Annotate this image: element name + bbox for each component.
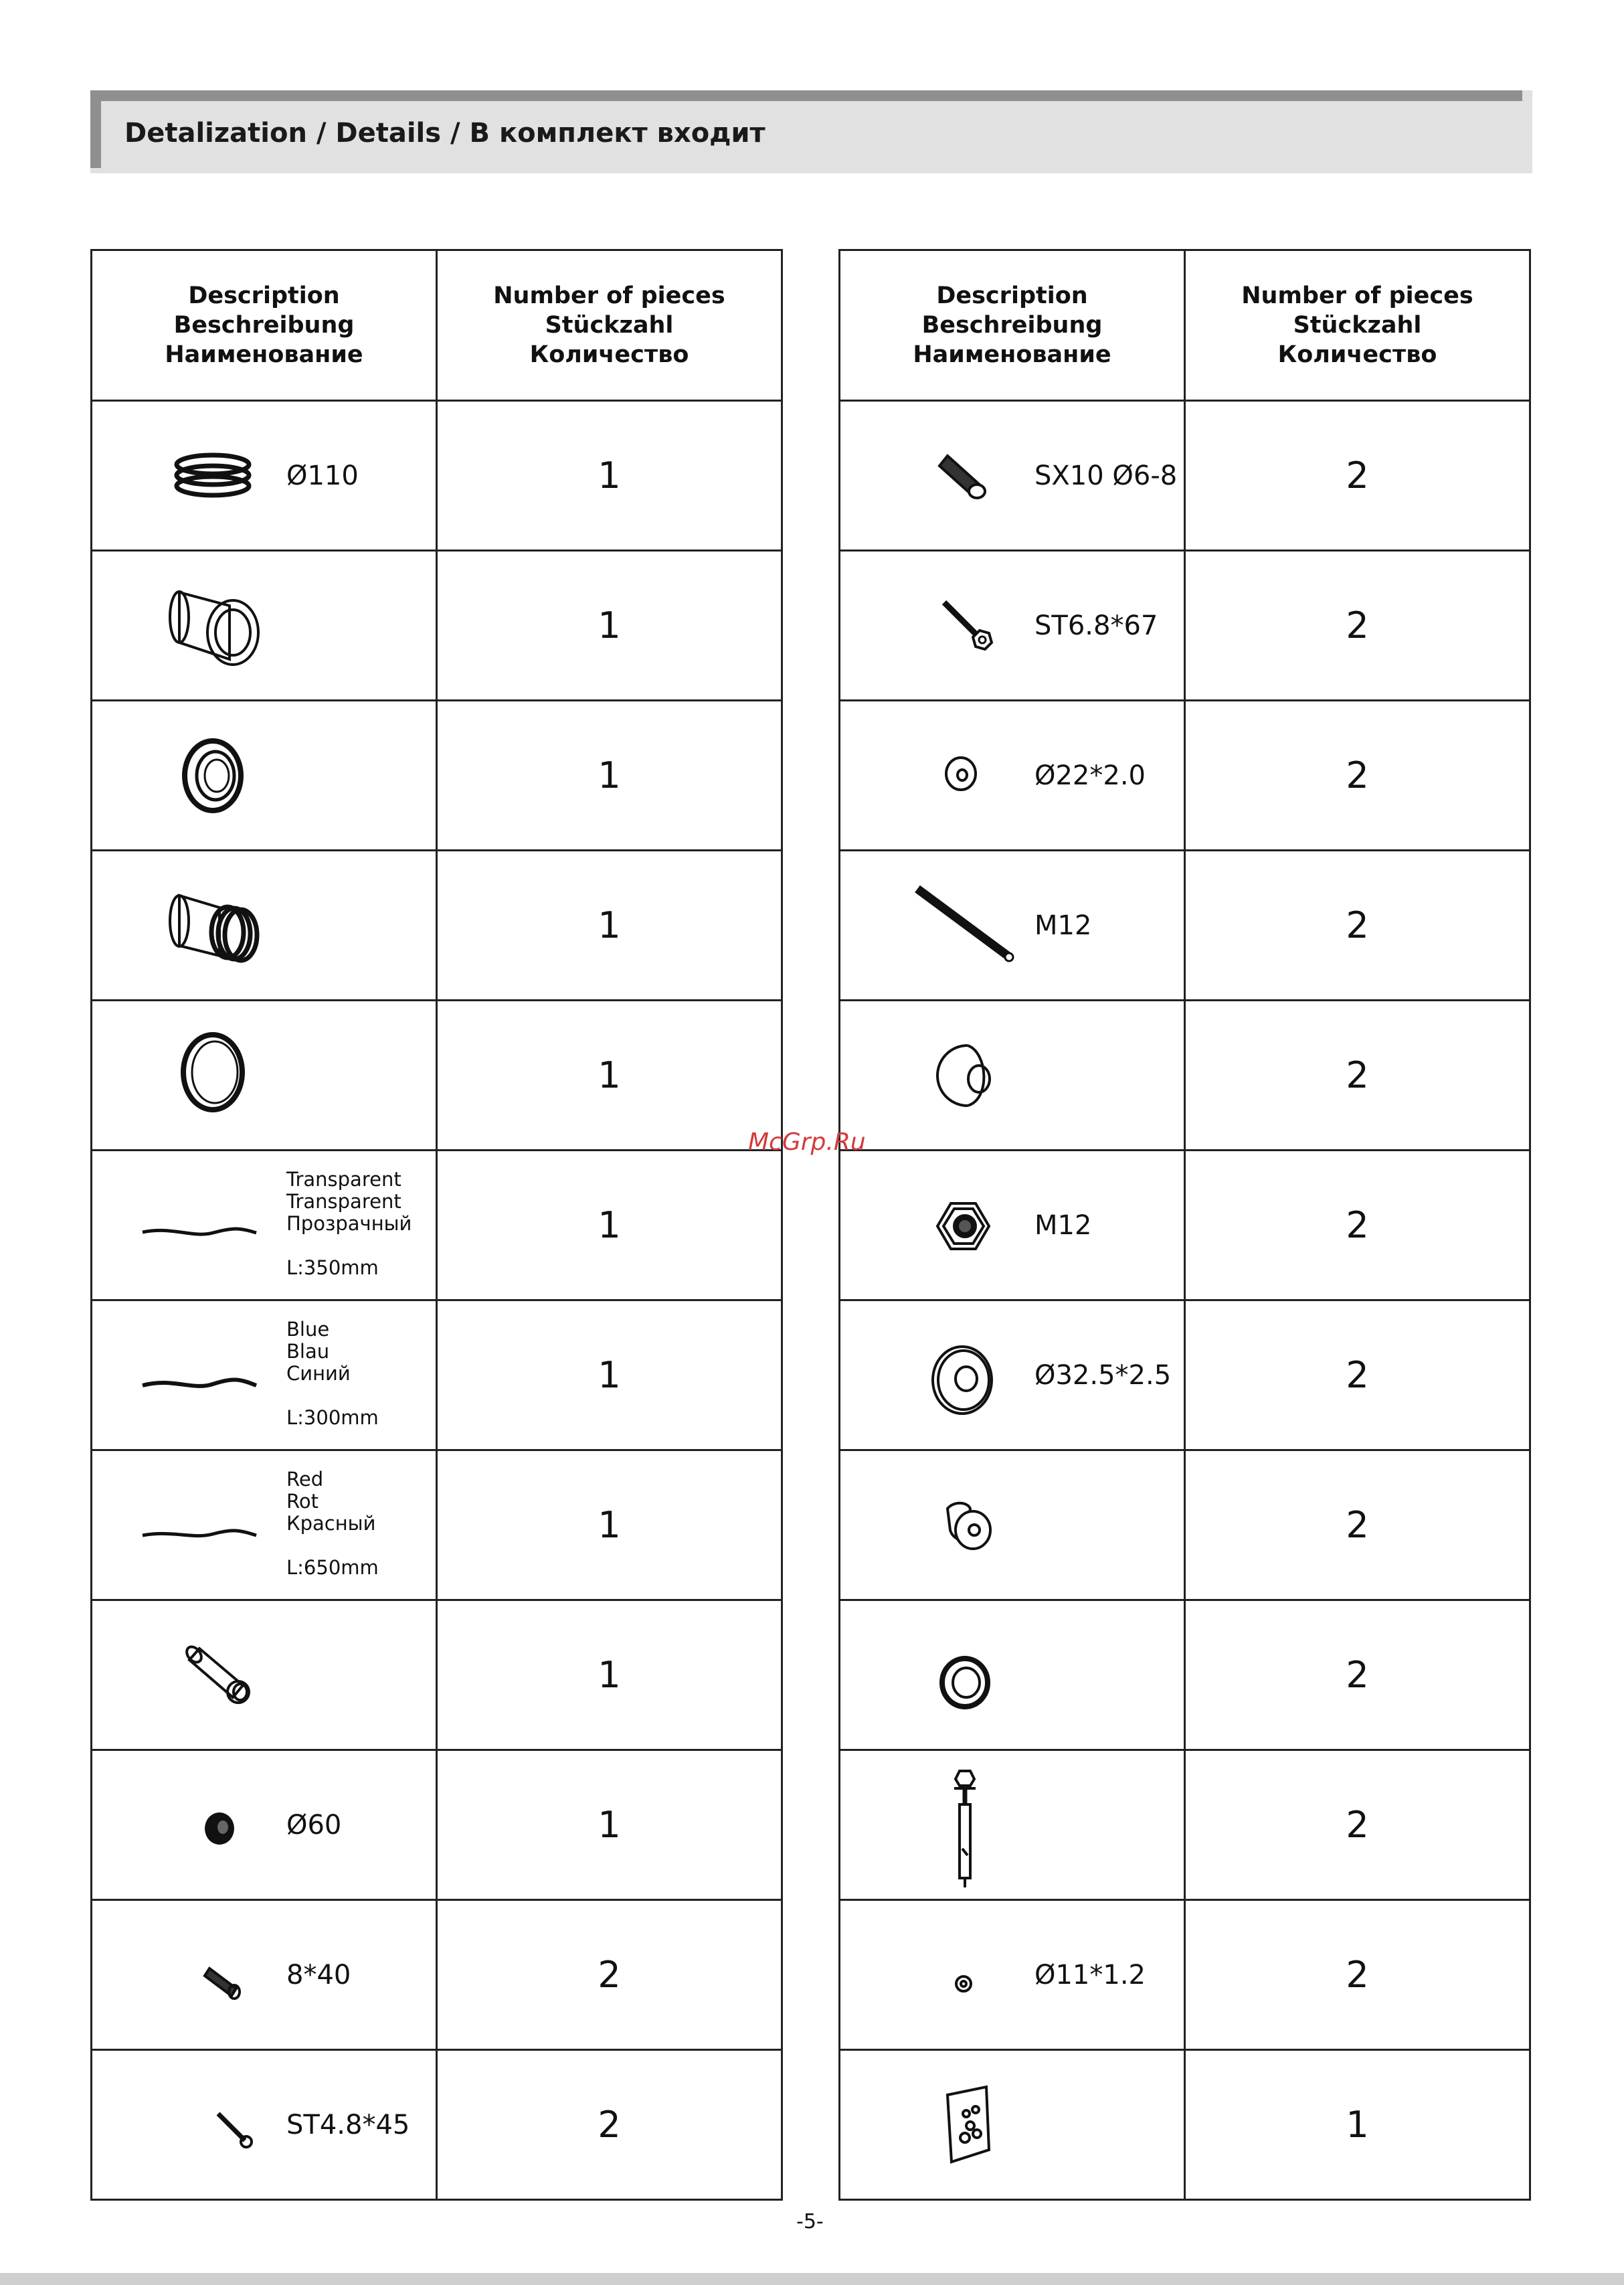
quantity-cell: 1: [437, 1001, 782, 1151]
quantity-cell: 1: [437, 851, 782, 1001]
table-row: [92, 1600, 782, 1750]
table-row: [92, 551, 782, 701]
table-row: [840, 1900, 1530, 2050]
description-cell: M12: [840, 1151, 1185, 1300]
quantity-cell: 2: [1185, 1600, 1530, 1750]
quantity-cell: 1: [437, 1750, 782, 1900]
table-row: [92, 851, 782, 1001]
quantity-cell: 2: [1185, 1900, 1530, 2050]
quantity-cell: 2: [437, 1900, 782, 2050]
table-row: [840, 1300, 1530, 1450]
quantity-cell: 2: [1185, 851, 1530, 1001]
description-cell: Ø11*1.2: [840, 1900, 1185, 2050]
small-washer-icon: [901, 1918, 1021, 2032]
quantity-cell: 1: [437, 1450, 782, 1600]
table-row: [840, 1750, 1530, 1900]
quantity-header: Number of pieces Stückzahl Количество: [1185, 250, 1530, 401]
quantity-cell: 2: [1185, 551, 1530, 701]
table-row: [840, 1600, 1530, 1750]
connector-pipe-icon: [153, 869, 273, 983]
table-row: [840, 401, 1530, 551]
tube-spec: Transparent Transparent Прозрачный L:350mm: [286, 1168, 412, 1279]
page-number: -5-: [796, 2210, 824, 2233]
threaded-rod-icon: [907, 869, 1028, 983]
description-header: Description Beschreibung Наименование: [840, 250, 1185, 401]
description-header: Description Beschreibung Наименование: [92, 250, 437, 401]
sealing-ring-icon: [153, 419, 273, 533]
quantity-cell: 2: [1185, 1300, 1530, 1450]
quantity-cell: 2: [1185, 1750, 1530, 1900]
quantity-cell: 2: [1185, 701, 1530, 851]
description-cell: ST4.8*45: [92, 2050, 437, 2200]
quantity-cell: 2: [1185, 1450, 1530, 1600]
quantity-cell: 1: [437, 1600, 782, 1750]
description-cell: M12: [840, 851, 1185, 1001]
header-accent-top: [90, 90, 1522, 101]
parts-table-right: [838, 249, 1531, 2201]
description-cell: Ø32.5*2.5: [840, 1300, 1185, 1450]
mounting-plate-icon: [901, 2068, 1021, 2182]
table-row: [840, 1151, 1530, 1300]
large-washer-icon: [901, 1319, 1021, 1432]
rubber-washer-icon: [901, 1618, 1021, 1732]
screw-icon: [153, 2068, 273, 2182]
description-cell: [92, 1001, 437, 1151]
table-row: [92, 1151, 782, 1300]
footer-bar: [0, 2273, 1624, 2285]
expansion-bolt-icon: [901, 1758, 1021, 1892]
sleeve-cap-icon: [901, 1468, 1021, 1582]
description-cell: [92, 551, 437, 701]
quantity-cell: 2: [437, 2050, 782, 2200]
quantity-cell: 2: [1185, 1151, 1530, 1300]
parts-table-left: [90, 249, 783, 2201]
quantity-cell: 2: [1185, 1001, 1530, 1151]
table-row: [840, 2050, 1530, 2200]
description-cell: [92, 1450, 437, 1600]
description-cell: [840, 1001, 1185, 1151]
quantity-cell: 1: [1185, 2050, 1530, 2200]
table-row: [840, 1450, 1530, 1600]
washer-icon: [901, 719, 1021, 833]
description-cell: [92, 1600, 437, 1750]
quantity-cell: 2: [1185, 401, 1530, 551]
anchor-plug-icon: [901, 419, 1021, 533]
description-cell: [92, 1300, 437, 1450]
dome-cap-icon: [901, 1019, 1021, 1132]
table-header-row: [840, 250, 1530, 401]
table-row: [92, 1750, 782, 1900]
o-ring-icon: [153, 1019, 273, 1132]
description-cell: Ø110: [92, 401, 437, 551]
quantity-cell: 1: [437, 701, 782, 851]
table-row: [840, 551, 1530, 701]
description-cell: Ø60: [92, 1750, 437, 1900]
table-row: [840, 1001, 1530, 1151]
gasket-ring-icon: [153, 719, 273, 833]
header-accent-left: [90, 90, 101, 168]
description-cell: [92, 851, 437, 1001]
description-cell: SX10 Ø6-8: [840, 401, 1185, 551]
table-row: [92, 2050, 782, 2200]
description-cell: ST6.8*67: [840, 551, 1185, 701]
transparent-tube-icon: [139, 1169, 260, 1282]
hex-screw-icon: [901, 569, 1021, 683]
description-cell: [92, 1151, 437, 1300]
table-row: [92, 1450, 782, 1600]
flush-pipe-sleeve-icon: [153, 569, 273, 683]
hex-nut-icon: [901, 1169, 1021, 1282]
table-row: [92, 701, 782, 851]
description-cell: [840, 1600, 1185, 1750]
description-cell: [840, 1450, 1185, 1600]
quantity-cell: 1: [437, 1300, 782, 1450]
table-header-row: [92, 250, 782, 401]
quantity-cell: 1: [437, 401, 782, 551]
tube-spec: Red Rot Красный L:650mm: [286, 1468, 379, 1579]
quantity-cell: 1: [437, 551, 782, 701]
table-row: [92, 401, 782, 551]
watermark: McGrp.Ru: [748, 1128, 866, 1156]
description-cell: [92, 701, 437, 851]
tube-spec: Blue Blau Синий L:300mm: [286, 1318, 379, 1429]
description-cell: [840, 1750, 1185, 1900]
page-title: Detalization / Details / В комплект входит: [124, 118, 765, 149]
table-row: [92, 1001, 782, 1151]
small-seal-icon: [153, 1768, 273, 1882]
short-pipe-icon: [153, 1618, 273, 1732]
wall-plug-icon: [153, 1918, 273, 2032]
description-cell: 8*40: [92, 1900, 437, 2050]
quantity-header: Number of pieces Stückzahl Количество: [437, 250, 782, 401]
red-tube-icon: [139, 1468, 260, 1582]
table-row: [92, 1900, 782, 2050]
quantity-cell: 1: [437, 1151, 782, 1300]
table-row: [840, 701, 1530, 851]
description-cell: [840, 2050, 1185, 2200]
table-row: [92, 1300, 782, 1450]
blue-tube-icon: [139, 1319, 260, 1432]
table-row: [840, 851, 1530, 1001]
description-cell: Ø22*2.0: [840, 701, 1185, 851]
